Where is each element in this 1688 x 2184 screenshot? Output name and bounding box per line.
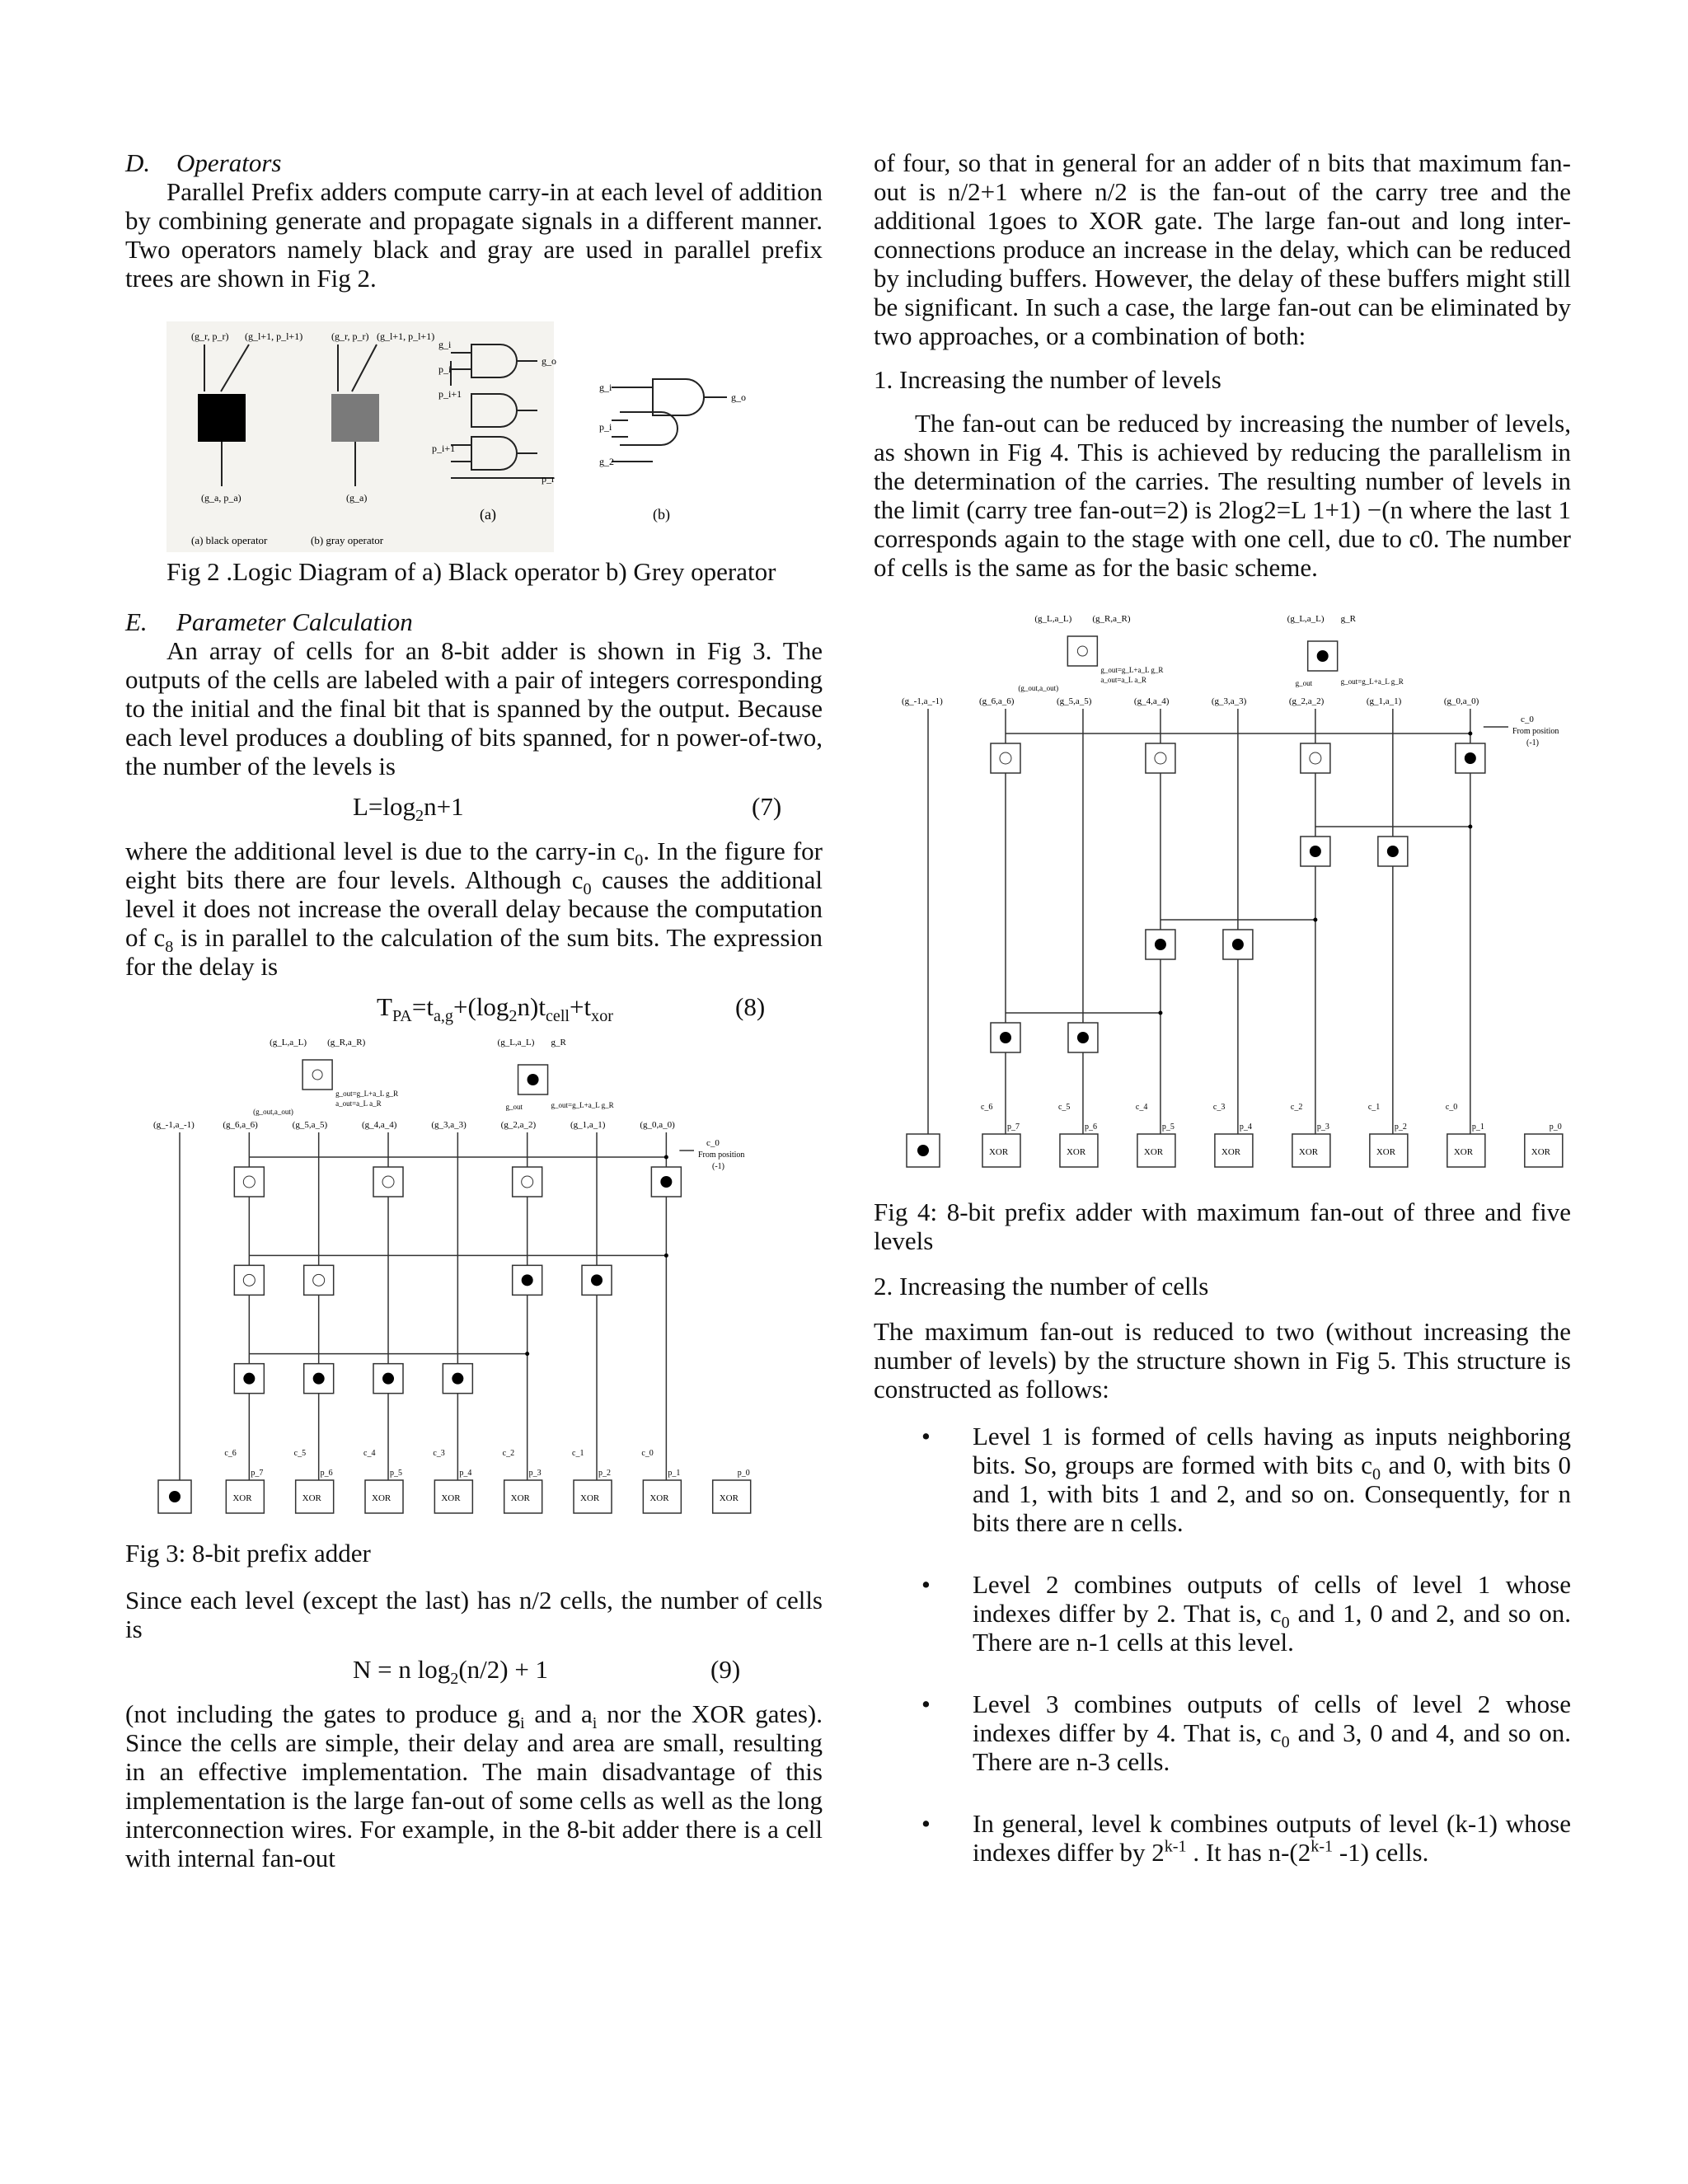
- bullet-level-k: • In general, level k combines outputs of level (k-1) whose indexes differ by 2$^{k-1}$ . It has n-(2$^{k-1}$ -1) cells.: [921, 1809, 1571, 1867]
- equation-8-number: (8): [735, 992, 766, 1021]
- equation-8-formula: $T_{PA}=t_{a,g}+(\log_2n)t_{cell}+t_{xor}$: [377, 992, 613, 1026]
- equation-9: [125, 1655, 823, 1689]
- prefix-cell-black-dot: [313, 1373, 325, 1385]
- prop-label: p_0: [1549, 1122, 1562, 1132]
- fig2-b-go: g_o: [731, 391, 746, 403]
- from-position-index: (-1): [712, 1162, 724, 1171]
- legend-white-input-right: (g_R,a_R): [1092, 614, 1131, 624]
- xor-box-label: XOR: [719, 1493, 738, 1503]
- parameter-paragraph-2: where the additional level is due to the carry-in $c_0$. In the figure for eight bits there are four levels. Although $c_0$ causes the additional level it does not increase the overall delay because the computation of $c_8$ is in parallel to the calculation of the sum bits. The expression for the delay is: [125, 837, 823, 981]
- prop-label: p_7: [251, 1469, 264, 1478]
- prop-label: p_2: [598, 1469, 612, 1478]
- fig2-gray-output: (g_a): [346, 492, 368, 504]
- input-label-0: (g_-1,a_-1): [153, 1120, 195, 1130]
- right-column: [874, 148, 1571, 1900]
- prefix-cell-black-dot: [591, 1274, 603, 1286]
- final-carry-cell-dot: [917, 1145, 929, 1156]
- fig2-a-pi1: p_i+1: [438, 388, 462, 400]
- prefix-cell-black-dot: [522, 1274, 533, 1286]
- from-position-index: (-1): [1526, 738, 1539, 748]
- prefix-cell-white-dot: [243, 1176, 255, 1188]
- fanout-paragraph: of four, so that in general for an adder of n bits that maximum fan-out is n/2+1 where n/2 is the fan-out of the carry tree and the additional 1goes to XOR gate. The large fan-out and long inter-connections produce an increase in the delay, which can be reduced by including buffers. However, the delay of these buffers might still be significant. In such a case, the large fan-out can be eliminated by two approaches, or a combination of both:: [874, 148, 1571, 350]
- prop-label: p_6: [320, 1469, 333, 1478]
- c0-input-label: c_0: [706, 1138, 720, 1148]
- legend-white-cell-circle: [1077, 646, 1087, 656]
- input-label-0: (g_-1,a_-1): [902, 696, 943, 706]
- legend-white-input-left: (g_L,a_L): [270, 1038, 307, 1047]
- prop-label: p_1: [1471, 1122, 1484, 1132]
- legend-black-cell-dot: [1317, 650, 1329, 662]
- xor-box-label: XOR: [1376, 1147, 1396, 1157]
- input-label-7: (g_0,a_0): [640, 1120, 675, 1130]
- subheading-cells: 2. Increasing the number of cells: [874, 1272, 1209, 1301]
- legend-white-eq2: a_out=a_L a_R: [1100, 676, 1146, 684]
- section-e-number: E.: [125, 607, 148, 636]
- fig2-gray-label: (b) gray operator: [311, 534, 384, 546]
- fig2-logic-b: [612, 379, 727, 462]
- prefix-cell-white-dot: [1000, 752, 1011, 764]
- fig2-black-input-2: (g_l+1, p_l+1): [245, 330, 303, 342]
- fig2-label-b: (b): [653, 506, 670, 523]
- input-label-4: (g_3,a_3): [1211, 696, 1247, 706]
- xor-box-label: XOR: [988, 1147, 1009, 1157]
- xor-box-label: XOR: [372, 1493, 392, 1503]
- fig2-caption: Fig 2 .Logic Diagram of a) Black operator b) Grey operator: [166, 557, 776, 586]
- figure-4: [874, 607, 1571, 1189]
- prefix-cell-white-dot: [382, 1176, 394, 1188]
- xor-box-label: XOR: [649, 1493, 669, 1503]
- input-label-6: (g_1,a_1): [570, 1120, 606, 1130]
- prefix-cell-white-dot: [1155, 752, 1166, 764]
- levels-paragraph: The fan-out can be reduced by increasing the number of levels, as shown in Fig 4. This is achieved by reducing the parallelism in the determination of the carries. The resulting number of levels in the limit (carry tree fan-out=2) is 2log2=L 1+1) −(n where the last 1 corresponds again to the stage with one cell, due to c0. The number of cells is the same as for the basic scheme.: [874, 409, 1571, 582]
- figure-3: [125, 1030, 823, 1535]
- carry-label: c_1: [572, 1449, 584, 1458]
- xor-box-label: XOR: [232, 1493, 252, 1503]
- prefix-cell-black-dot: [1077, 1032, 1089, 1043]
- bullet-level-2: • Level 2 combines outputs of cells of level 1 whose indexes differ by 2. That is, $c_0$ and 1, 0 and 2, and so on. There are n-1 cells at this level.: [921, 1570, 1572, 1657]
- equation-7: [125, 792, 823, 826]
- prefix-cell-black-dot: [452, 1373, 463, 1385]
- legend-black-output: g_out: [505, 1103, 523, 1111]
- carry-label: c_4: [363, 1449, 376, 1458]
- prefix-cell-black-dot: [1155, 939, 1166, 950]
- parameter-paragraph-3: Since each level (except the last) has n/2 cells, the number of cells is: [125, 1586, 823, 1643]
- fig2-a-go: g_o: [542, 355, 556, 367]
- legend-white-eq1: g_out=g_L+a_L g_R: [1100, 666, 1164, 674]
- prefix-cell-white-dot: [1310, 752, 1321, 764]
- prefix-cell-black-dot: [1000, 1032, 1011, 1043]
- prefix-cell-black-dot: [1465, 752, 1476, 764]
- legend-black-input-right: g_R: [1340, 614, 1357, 624]
- xor-box-label: XOR: [510, 1493, 530, 1503]
- equation-8: [125, 992, 823, 1024]
- carry-label: c_2: [502, 1449, 515, 1458]
- input-label-3: (g_4,a_4): [362, 1120, 397, 1130]
- prefix-cell-black-dot: [1310, 846, 1321, 857]
- input-label-1: (g_6,a_6): [978, 696, 1015, 706]
- fig2-b-gi: g_i: [599, 382, 612, 393]
- prop-label: p_5: [1161, 1122, 1175, 1132]
- prefix-cell-white-dot: [313, 1274, 325, 1286]
- legend-black-input-left: (g_L,a_L): [497, 1038, 535, 1047]
- fig2-gray-operator-box: [331, 394, 379, 442]
- fig2-label-a: (a): [480, 506, 496, 523]
- figure-2: [125, 321, 823, 552]
- equation-7-number: (7): [752, 792, 782, 821]
- fig2-black-output: (g_a, p_a): [201, 492, 241, 504]
- input-label-5: (g_2,a_2): [1288, 696, 1325, 706]
- legend-white-eq2: a_out=a_L a_R: [335, 1099, 382, 1108]
- xor-box-label: XOR: [1221, 1147, 1241, 1157]
- section-e-heading: [125, 607, 823, 636]
- fig2-black-label: (a) black operator: [191, 534, 268, 546]
- prop-label: p_4: [459, 1469, 472, 1478]
- xor-box-label: XOR: [441, 1493, 461, 1503]
- xor-box-label: XOR: [1453, 1147, 1474, 1157]
- legend-white-input-left: (g_L,a_L): [1034, 614, 1072, 624]
- equation-9-number: (9): [710, 1655, 741, 1684]
- bullet-dot-icon: •: [921, 1422, 931, 1451]
- section-d-title: Operators: [176, 148, 282, 177]
- fig4-prefix-adder-diagram: [874, 607, 1566, 1183]
- carry-label: c_6: [980, 1103, 993, 1112]
- fig2-black-input-1: (g_r, p_r): [191, 330, 229, 342]
- bullet-dot-icon: •: [921, 1690, 931, 1718]
- xor-box-label: XOR: [1531, 1147, 1551, 1157]
- prop-label: p_1: [668, 1469, 681, 1478]
- prop-label: p_3: [528, 1469, 542, 1478]
- legend-white-output: (g_out,a_out): [1018, 684, 1059, 692]
- carry-label: c_2: [1290, 1103, 1303, 1112]
- input-label-2: (g_5,a_5): [1056, 696, 1092, 706]
- operators-paragraph: Parallel Prefix adders compute carry-in at each level of addition by combining generate and propagate signals in a different manner. Two operators namely black and gray are used in parallel prefix trees are shown in Fig 2.: [125, 177, 823, 293]
- input-label-2: (g_5,a_5): [292, 1120, 328, 1130]
- fig2-black-operator-box: [198, 394, 246, 442]
- xor-box-label: XOR: [580, 1493, 600, 1503]
- prefix-cell-black-dot: [382, 1373, 394, 1385]
- parameter-paragraph-4: (not including the gates to produce $g_i$ and $a_i$ nor the XOR gates). Since the cells are simple, their delay and area are small, resulting in an effective implementation. The main disadvantage of this implementation is the large fan-out of some cells as well as the long interconnection wires. For example, in the 8-bit adder there is a cell with internal fan-out: [125, 1699, 823, 1872]
- legend-black-input-right: g_R: [551, 1038, 566, 1047]
- carry-label: c_4: [1135, 1103, 1148, 1112]
- bullet-dot-icon: •: [921, 1570, 931, 1599]
- equation-7-formula: $L=\log_2n+1$: [353, 792, 464, 826]
- prefix-cell-white-dot: [243, 1274, 255, 1286]
- prop-label: p_0: [737, 1469, 750, 1478]
- section-e-title: Parameter Calculation: [176, 607, 413, 636]
- legend-black-eq: g_out=g_L+a_L g_R: [1340, 677, 1404, 686]
- subheading-levels: 1. Increasing the number of levels: [874, 365, 1221, 394]
- from-position-label: From position: [698, 1151, 745, 1160]
- carry-label: c_5: [1057, 1103, 1071, 1112]
- xor-box-label: XOR: [1143, 1147, 1164, 1157]
- fig3-prefix-adder-diagram: [125, 1030, 752, 1530]
- section-d-number: D.: [125, 148, 151, 177]
- prop-label: p_5: [390, 1469, 403, 1478]
- legend-black-input-left: (g_L,a_L): [1287, 614, 1325, 624]
- prop-label: p_7: [1006, 1122, 1020, 1132]
- fig3-caption: Fig 3: 8-bit prefix adder: [125, 1539, 371, 1568]
- fig2-a-pi: p_i: [438, 363, 452, 375]
- xor-box-label: XOR: [302, 1493, 321, 1503]
- carry-label: c_1: [1367, 1103, 1381, 1112]
- prop-label: p_4: [1239, 1122, 1252, 1132]
- input-label-4: (g_3,a_3): [431, 1120, 467, 1130]
- c0-input-label: c_0: [1521, 715, 1534, 724]
- fig2-gray-input-1: (g_r, p_r): [331, 330, 369, 342]
- prefix-cell-black-dot: [1387, 846, 1399, 857]
- prefix-cell-black-dot: [1232, 939, 1244, 950]
- input-label-5: (g_2,a_2): [500, 1120, 537, 1130]
- legend-white-input-right: (g_R,a_R): [327, 1038, 366, 1047]
- fig2-a-pr: p_r: [542, 473, 555, 485]
- bullet-dot-icon: •: [921, 1809, 931, 1838]
- cells-paragraph: The maximum fan-out is reduced to two (without increasing the number of levels) by the structure shown in Fig 5. This structure is constructed as follows:: [874, 1317, 1571, 1404]
- left-column: [125, 148, 823, 1872]
- parameter-paragraph-1: An array of cells for an 8-bit adder is shown in Fig 3. The outputs of the cells are labeled with a pair of integers corresponding to the initial and the final bit that is spanned by the output. Because each level produces a doubling of bits spanned, for n power-of-two, the number of the levels is: [125, 636, 823, 780]
- legend-black-cell-dot: [528, 1074, 539, 1085]
- carry-label: c_0: [1445, 1103, 1458, 1112]
- level-bullet-list: [874, 1422, 1571, 1867]
- prefix-cell-black-dot: [660, 1176, 672, 1188]
- equation-9-formula: N = n $\log_2(n/2) + 1$: [353, 1655, 549, 1689]
- fig2-b-pi: p_i: [599, 421, 612, 433]
- prop-label: p_3: [1316, 1122, 1329, 1132]
- prefix-cell-black-dot: [243, 1373, 255, 1385]
- input-label-6: (g_1,a_1): [1366, 696, 1402, 706]
- fig2-a-gi: g_i: [438, 339, 452, 350]
- legend-black-eq: g_out=g_L+a_L g_R: [551, 1101, 614, 1109]
- section-d-heading: [125, 148, 823, 177]
- fig2-b-g2: g_2: [599, 456, 614, 467]
- final-carry-cell-dot: [169, 1491, 181, 1502]
- fig2-a-pi1-b: p_i+1: [432, 443, 456, 454]
- xor-box-label: XOR: [1066, 1147, 1086, 1157]
- xor-box-label: XOR: [1298, 1147, 1319, 1157]
- legend-black-output: g_out: [1295, 679, 1313, 687]
- carry-label: c_6: [224, 1449, 237, 1458]
- prefix-cell-white-dot: [522, 1176, 533, 1188]
- carry-label: c_0: [641, 1449, 654, 1458]
- fig2-gray-input-2: (g_l+1, p_l+1): [377, 330, 435, 342]
- carry-label: c_3: [1212, 1103, 1226, 1112]
- legend-white-output: (g_out,a_out): [253, 1108, 293, 1116]
- legend-white-eq1: g_out=g_L+a_L g_R: [335, 1090, 399, 1098]
- bullet-level-3: • Level 3 combines outputs of cells of level 2 whose indexes differ by 4. That is, $c_0$ and 3, 0 and 4, and so on. There are n-3 cells.: [921, 1690, 1572, 1776]
- prop-label: p_6: [1084, 1122, 1097, 1132]
- bullet-level-1: • Level 1 is formed of cells having as inputs neighboring bits. So, groups are formed with bits $c_0$ and 0, with bits 0 and 1, with bits 1 and 2, and so on. Consequently, for n bits there are n cells.: [921, 1422, 1571, 1537]
- fig4-caption: Fig 4: 8-bit prefix adder with maximum fan-out of three and five levels: [874, 1197, 1571, 1255]
- legend-white-cell-circle: [312, 1070, 322, 1080]
- input-label-7: (g_0,a_0): [1443, 696, 1479, 706]
- carry-label: c_5: [293, 1449, 307, 1458]
- carry-label: c_3: [433, 1449, 445, 1458]
- input-label-1: (g_6,a_6): [223, 1120, 258, 1130]
- fig2-logic-diagram: [125, 321, 801, 552]
- input-label-3: (g_4,a_4): [1133, 696, 1170, 706]
- prop-label: p_2: [1394, 1122, 1407, 1132]
- from-position-label: From position: [1512, 727, 1559, 736]
